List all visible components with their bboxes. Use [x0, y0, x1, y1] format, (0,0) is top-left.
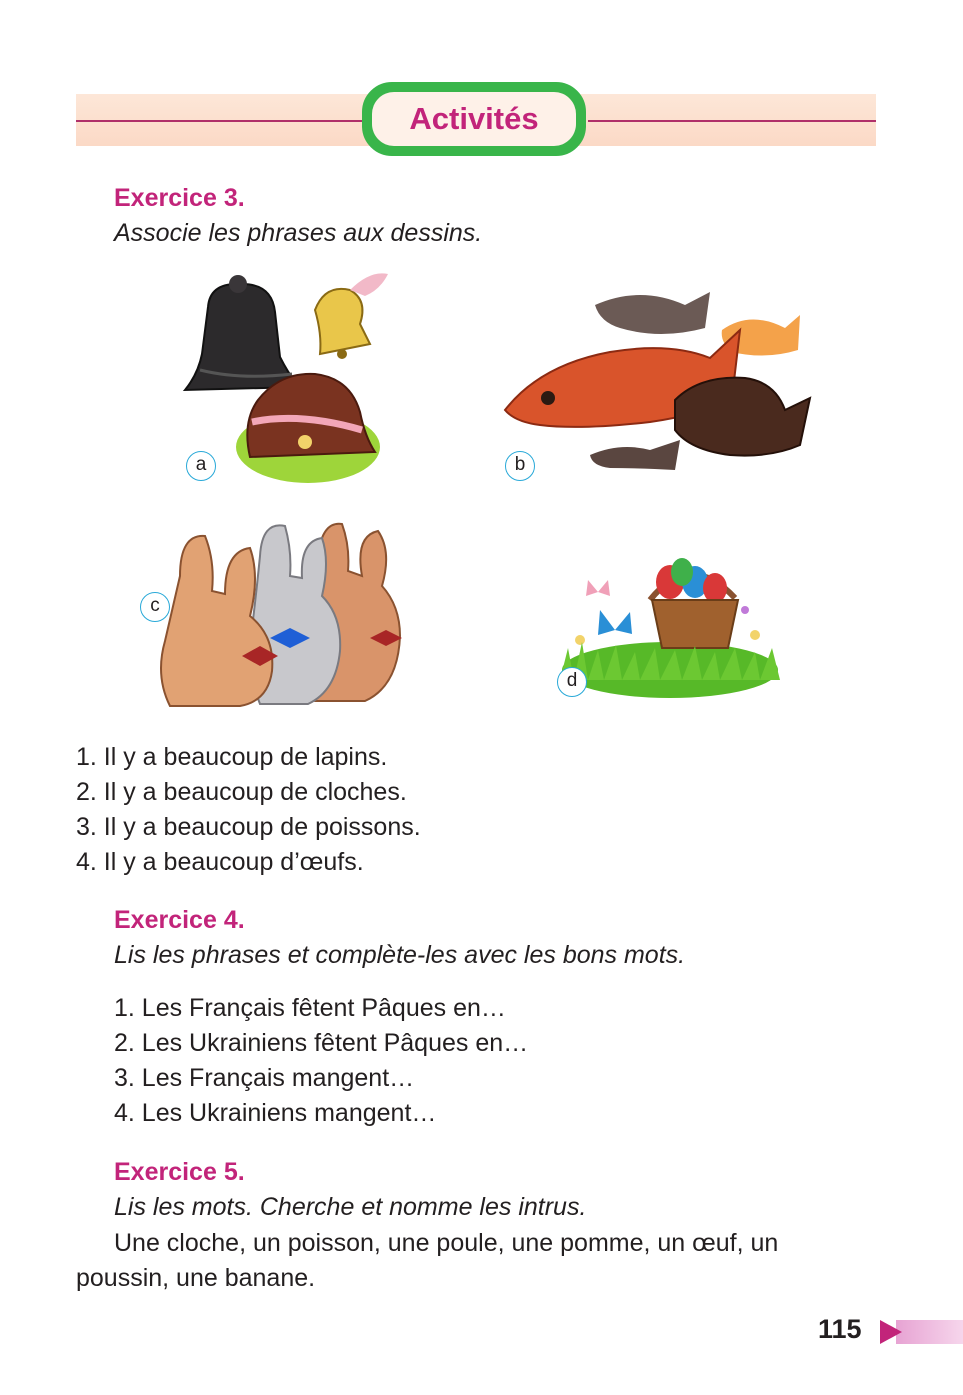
page-number: 115: [818, 1314, 862, 1344]
page-title: Activités: [372, 92, 576, 146]
list-item: 2. Les Ukrainiens fêtent Pâques en…: [114, 1029, 529, 1057]
exercise-4-items: [114, 991, 528, 1131]
list-item: 1. Les Français fêtent Pâques en…: [114, 994, 506, 1022]
exercise-5-instruction: Lis les mots. Cherche et nomme les intrus.: [114, 1193, 587, 1221]
exercise-5-title: Exercice 5.: [114, 1158, 245, 1186]
exercise-4-title: Exercice 4.: [114, 906, 245, 934]
picture-label-b: b: [505, 451, 535, 481]
fish-illustration: [500, 280, 820, 490]
exercise-3-instruction: Associe les phrases aux dessins.: [114, 219, 483, 247]
bells-illustration: [180, 262, 410, 492]
list-item: 4. Il y a beaucoup d’œufs.: [76, 848, 364, 876]
picture-label-d: d: [557, 667, 587, 697]
list-item: 1. Il y a beaucoup de lapins.: [76, 743, 388, 771]
exercise-4-instruction: Lis les phrases et complète-les avec les bons mots.: [114, 941, 686, 969]
list-item: 4. Les Ukrainiens mangent…: [114, 1099, 437, 1127]
page-tab-arrow-icon: [880, 1318, 963, 1346]
header-pill: [362, 82, 586, 156]
picture-label-a: a: [186, 451, 216, 481]
header-rule-right: [588, 120, 876, 122]
exercise-3-sentences: [76, 740, 421, 880]
list-item: 2. Il y a beaucoup de cloches.: [76, 778, 407, 806]
exercise-3-title: Exercice 3.: [114, 184, 245, 212]
list-item: 3. Il y a beaucoup de poissons.: [76, 813, 421, 841]
header-rule-left: [76, 120, 366, 122]
easter-basket-illustration: [560, 530, 780, 700]
bunnies-illustration: [150, 516, 410, 708]
picture-label-c: c: [140, 592, 170, 622]
exercise-5-word-list: Une cloche, un poisson, une poule, une pomme, un œuf, un poussin, une banane.: [76, 1229, 779, 1292]
list-item: 3. Les Français mangent…: [114, 1064, 415, 1092]
